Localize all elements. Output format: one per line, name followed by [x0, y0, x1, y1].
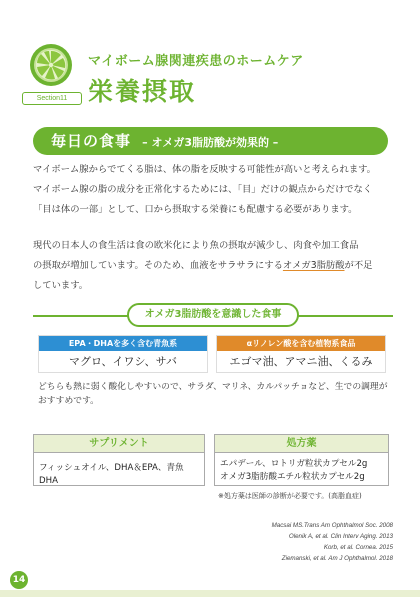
note-line: おすすめです。 [38, 396, 99, 406]
paragraph-text: が不足 [344, 260, 373, 271]
plant-food-heading: αリノレン酸を含む植物系食品 [217, 336, 385, 351]
references [272, 520, 393, 564]
fish-food-list: マグロ、イワシ、サバ [68, 355, 178, 368]
plant-food-box [216, 335, 386, 373]
reference-item: Olenik A, et al. Clin Interv Aging. 2013 [288, 533, 393, 540]
prescription-heading: 処方薬 [215, 435, 388, 453]
diet-paragraph [33, 236, 393, 296]
prescription-box [214, 434, 389, 486]
lime-slice-icon [28, 42, 74, 88]
paragraph-line: 「目は体の一部」として、口から摂取する栄養にも配慮する必要があります。 [33, 204, 358, 215]
supplement-list: フィッシュオイル、DHA＆EPA、青魚DHA [39, 463, 184, 486]
reference-item: Korb, et al. Cornea. 2015 [323, 544, 393, 551]
note-line: どちらも熱に弱く酸化しやすいので、サラダ、マリネ、カルパッチョなど、生での調理が [38, 382, 388, 392]
page-number: 14 [10, 571, 28, 589]
supplement-heading: サプリメント [34, 435, 204, 453]
section-banner [33, 127, 388, 155]
cooking-note [38, 380, 388, 408]
footer-bar [0, 590, 420, 597]
paragraph-text: の摂取が増加しています。そのため、血液をサラサラにする [33, 260, 283, 271]
section-badge: Section11 [22, 92, 82, 105]
supplement-box [33, 434, 205, 486]
fish-food-box [38, 335, 208, 373]
paragraph-line: 現代の日本人の食生活は食の欧米化により魚の摂取が減少し、肉食や加工食品 [33, 240, 359, 251]
banner-subtitle: – オメガ3脂肪酸が効果的 – [142, 136, 279, 149]
paragraph-line: しています。 [33, 280, 89, 291]
paragraph-line [33, 256, 393, 276]
paragraph-line: マイボーム腺からでてくる脂は、体の脂を反映する可能性が高いと考えられます。 [33, 164, 376, 175]
reference-item: Ziemanski, et al. Am J Ophthalmol. 2018 [281, 555, 393, 562]
omega-title: オメガ3脂肪酸を意識した食事 [127, 303, 299, 327]
paragraph-line: マイボーム腺の脂の成分を正常化するためには、「目」だけの観点からだけでなく [33, 184, 373, 195]
fish-food-heading: EPA・DHAを多く含む青魚系 [39, 336, 207, 351]
intro-paragraph [33, 160, 393, 220]
omega3-highlight: オメガ3脂肪酸 [282, 260, 345, 271]
prescription-item: オメガ3脂肪酸エチル粒状カプセル2g [220, 472, 365, 482]
prescription-list [215, 453, 388, 484]
header-subtitle: マイボーム腺関連疾患のホームケア [88, 54, 304, 69]
page-header [18, 42, 408, 112]
reference-item: Macsai MS.Trans Am Ophthalmol Soc. 2008 [271, 522, 393, 529]
plant-food-list: エゴマ油、アマニ油、くるみ [229, 355, 373, 368]
omega-section-heading [33, 303, 393, 327]
banner-title: 毎日の食事 [51, 132, 132, 150]
prescription-note: ※処方薬は医師の診断が必要です。(高脂血症) [218, 492, 362, 500]
prescription-item: エパデール、ロトリガ粒状カプセル2g [220, 459, 368, 469]
page-title: 栄養摂取 [88, 77, 197, 106]
